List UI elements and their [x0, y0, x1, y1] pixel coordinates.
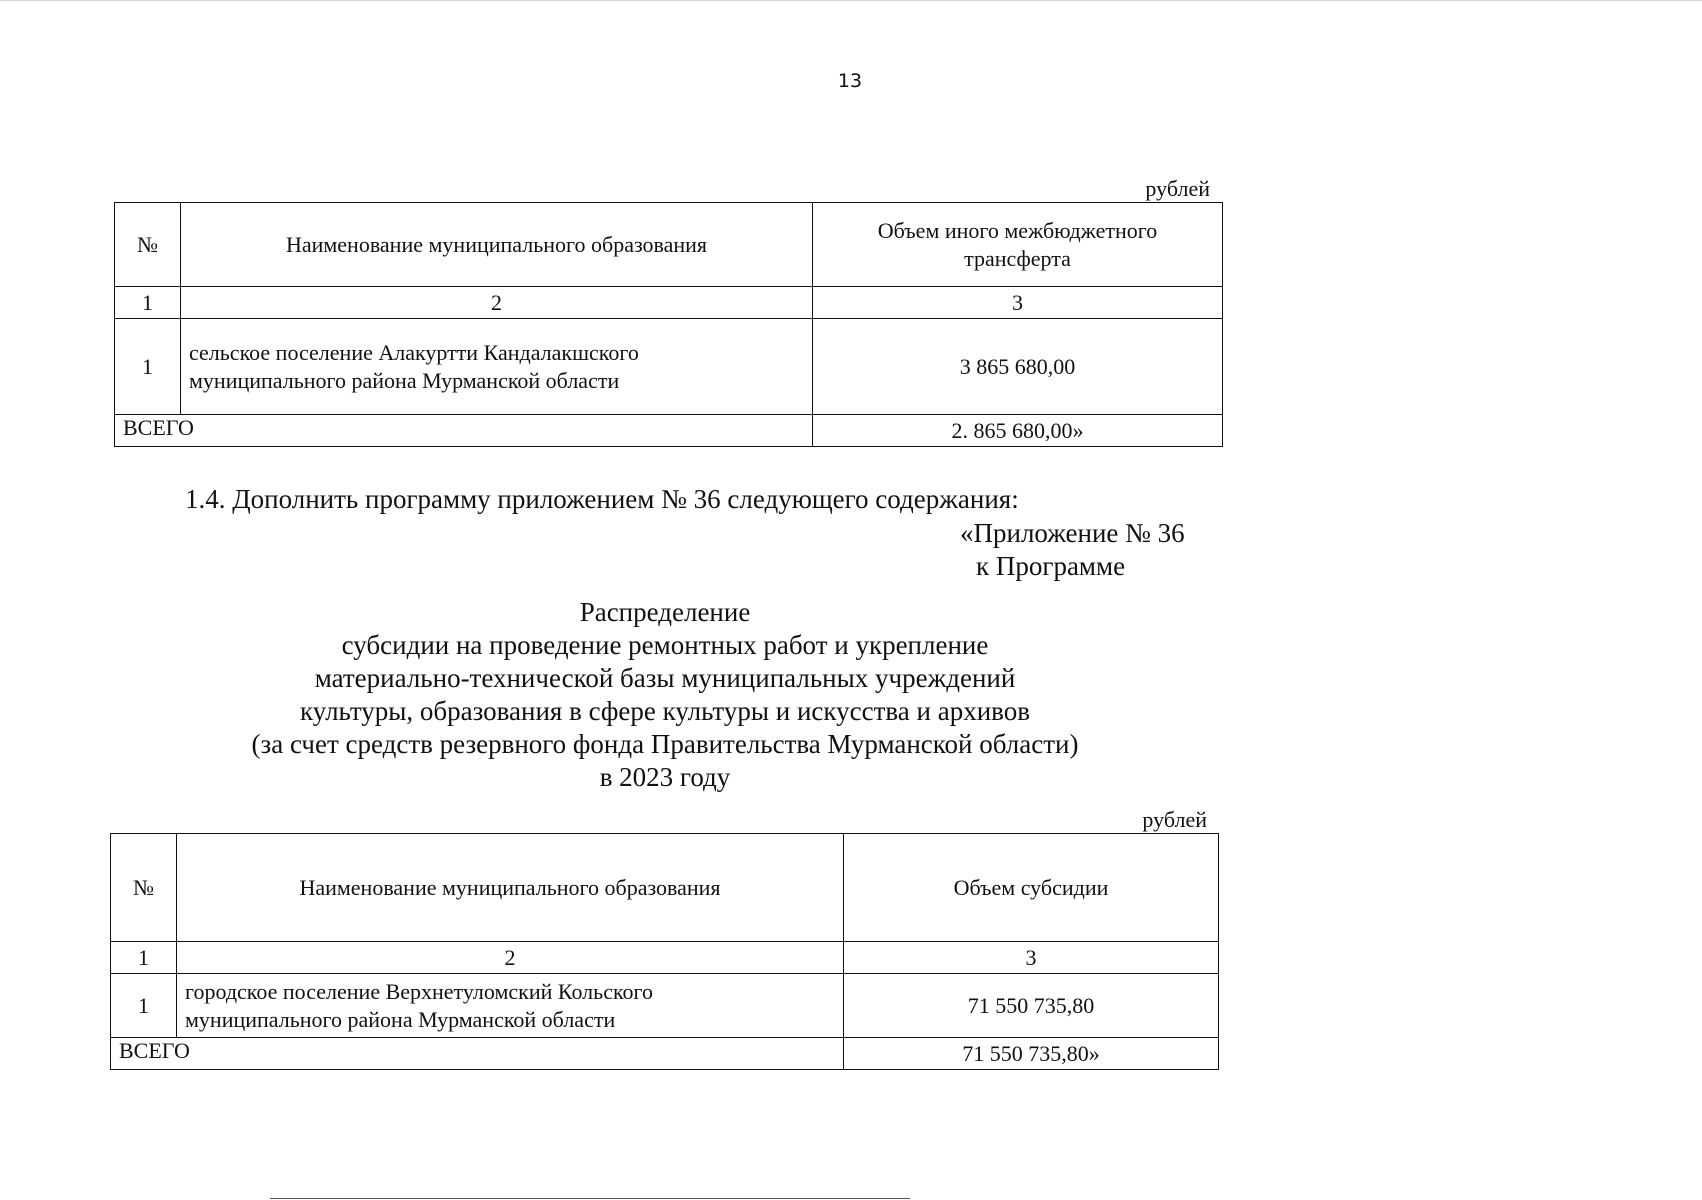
table2-units-label: рублей — [1142, 807, 1207, 832]
table2-header-name: Наименование муниципального образования — [177, 834, 844, 942]
table2-row-name-line1: городское поселение Верхнетуломский Кольского — [185, 978, 654, 1004]
table2-total-label: ВСЕГО — [111, 1038, 844, 1070]
table1-colnum: 2 — [181, 287, 813, 319]
table1-row-num: 1 — [115, 319, 181, 415]
table2-row-amount: 71 550 735,80 — [844, 974, 1219, 1038]
table1-colnum: 1 — [115, 287, 181, 319]
table1-column-numbers-row — [115, 287, 1223, 319]
distribution-title-line: в 2023 году — [599, 762, 731, 792]
table2-column-numbers-row — [111, 942, 1219, 974]
table1-row-name-line2: муниципального района Мурманской области — [189, 367, 620, 393]
table1-header-amount-line2: трансферта — [964, 245, 1071, 271]
table2-row-num: 1 — [111, 974, 177, 1038]
table2-header-num: № — [111, 834, 177, 942]
distribution-title-line: субсидии на проведение ремонтных работ и укрепление — [341, 630, 989, 660]
table2-row-name — [177, 974, 844, 1038]
table2-total-amount: 71 550 735,80» — [844, 1038, 1219, 1070]
table1-header-amount — [813, 203, 1223, 287]
appendix-line1: «Приложение № 36 — [960, 518, 1185, 548]
table2-colnum: 3 — [844, 942, 1219, 974]
appendix-line2: к Программе — [976, 551, 1126, 581]
table1-total-label: ВСЕГО — [115, 415, 813, 447]
bottom-scan-edge — [270, 1198, 910, 1199]
table2-total-row — [111, 1038, 1219, 1070]
table1-header-num: № — [115, 203, 181, 287]
table2 — [110, 833, 1219, 1070]
table2-header-amount: Объем субсидии — [844, 834, 1219, 942]
table1-row-name-line1: сельское поселение Алакуртти Кандалакшского — [189, 339, 639, 365]
table-row — [115, 319, 1223, 415]
table1-total-amount: 2. 865 680,00» — [813, 415, 1223, 447]
paragraph-1-4: 1.4. Дополнить программу приложением № 36 следующего содержания: — [185, 484, 1019, 514]
table1-header-amount-line1: Объем иного межбюджетного — [877, 217, 1158, 243]
distribution-title — [110, 596, 1220, 794]
page-number: 13 — [837, 70, 863, 92]
distribution-title-line: материально-технической базы муниципальных учреждений — [314, 663, 1016, 693]
table1-colnum: 3 — [813, 287, 1223, 319]
table1-row-name — [181, 319, 813, 415]
table2-header-row — [111, 834, 1219, 942]
distribution-title-line: Распределение — [579, 597, 751, 627]
table1-header-row — [115, 203, 1223, 287]
table1-header-name: Наименование муниципального образования — [181, 203, 813, 287]
table1 — [114, 202, 1223, 447]
table2-colnum: 2 — [177, 942, 844, 974]
table1-total-row — [115, 415, 1223, 447]
table1-units-label: рублей — [1145, 176, 1210, 201]
table-row — [111, 974, 1219, 1038]
table2-row-name-line2: муниципального района Мурманской области — [185, 1006, 616, 1032]
table1-row-amount: 3 865 680,00 — [813, 319, 1223, 415]
table2-colnum: 1 — [111, 942, 177, 974]
distribution-title-line: (за счет средств резервного фонда Правительства Мурманской области) — [251, 729, 1079, 759]
top-scan-edge — [0, 0, 1702, 1]
distribution-title-line: культуры, образования в сфере культуры и искусства и архивов — [300, 696, 1030, 726]
